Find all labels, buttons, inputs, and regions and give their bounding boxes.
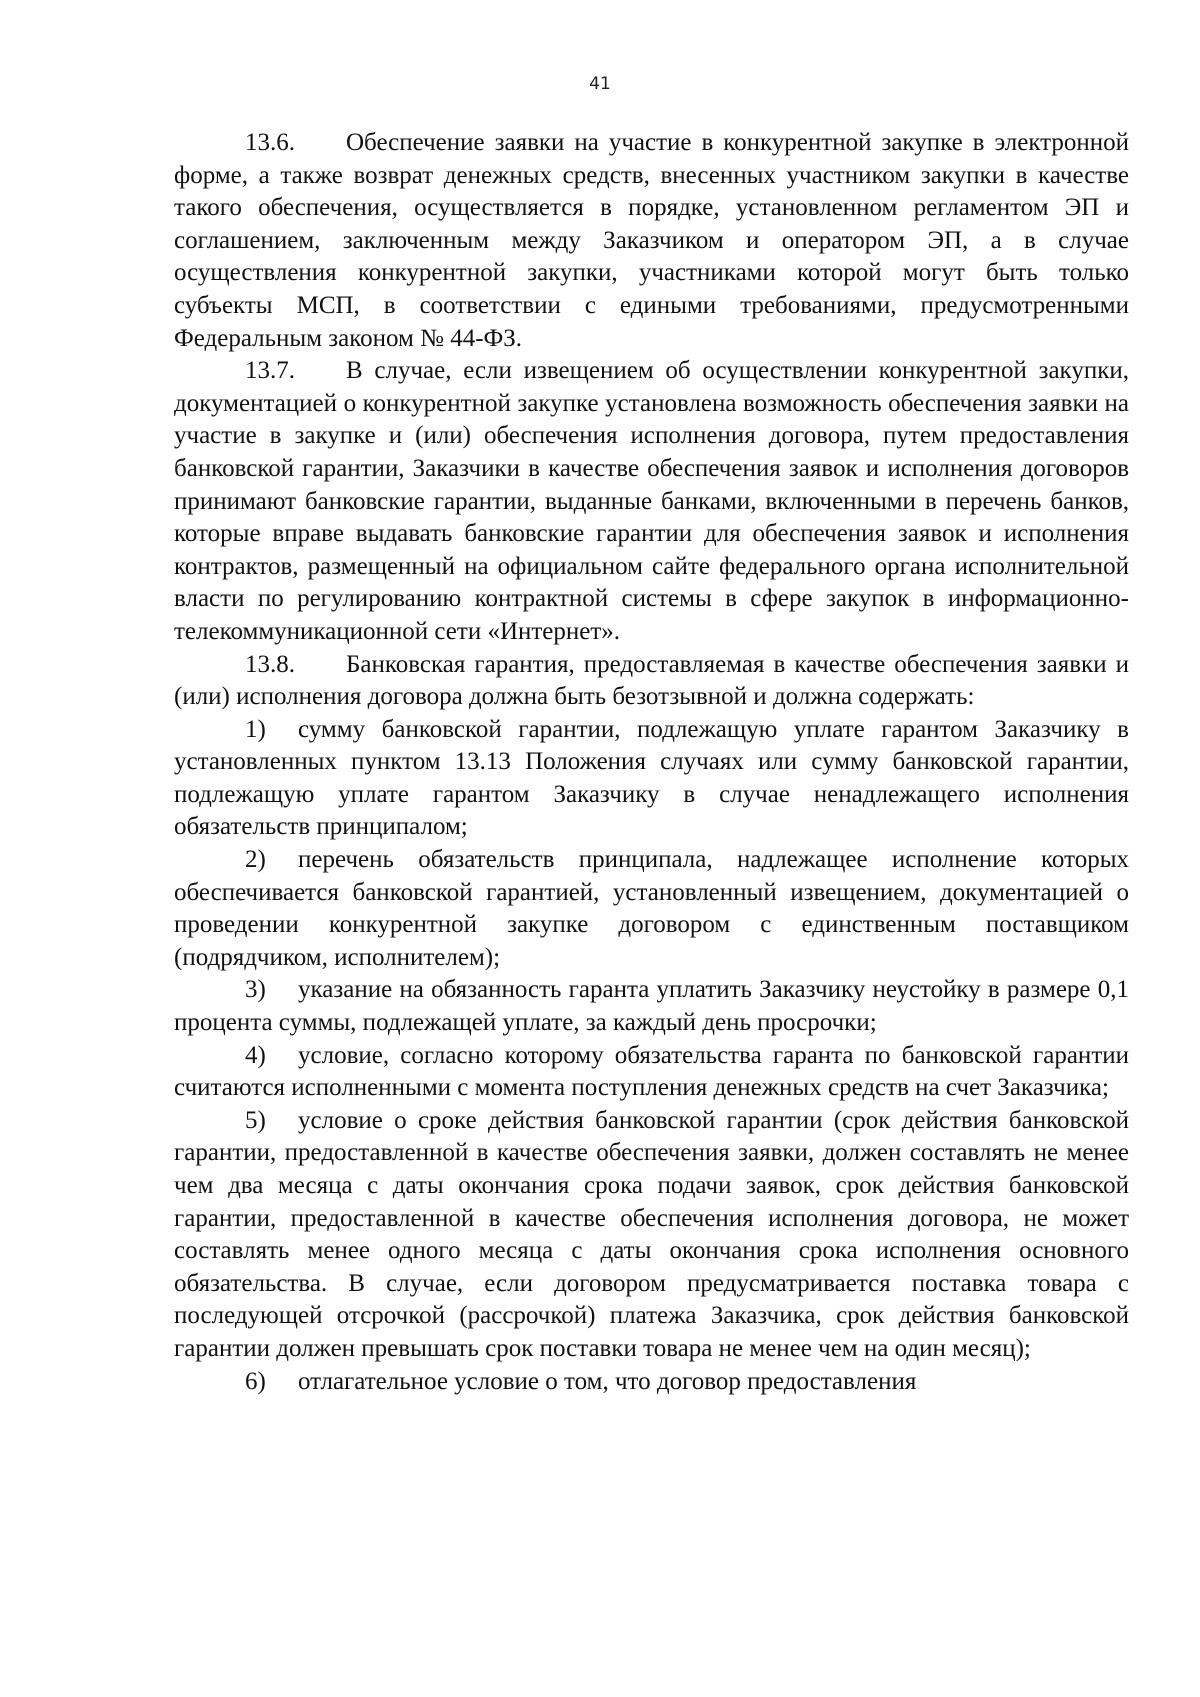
clause-text: Банковская гарантия, предоставляемая в качестве обеспечения заявки и (или) исполнения договора должна быть безотзывной и должна содержать: [174,650,1129,711]
list-item-4 [174,1040,1129,1105]
list-item-number: 2) [245,846,266,874]
clause-text: В случае, если извещением об осуществлении конкурентной закупки, документацией о конкурентной закупке установлена возможность обеспечения заявки на участие в закупке и (или) обеспечения исполнения договора, путем предоставления банковской гарантии, Заказчики в качестве обеспечения заявок и исполнения договоров принимают банковские гарантии, выданные банками, включенными в перечень банков, которые вправе выдавать банковские гарантии для обеспечения заявок и исполнения контрактов, размещенный на официальном сайте федерального органа исполнительной власти по регулированию контрактной системы в сфере закупок в информационно-телекоммуникационной сети «Интернет». [174,357,1129,645]
list-item-3 [174,974,1129,1039]
list-item-5 [174,1105,1129,1366]
list-item-number: 1) [245,715,266,743]
clause-number: 13.6. [245,129,295,156]
document-body [174,127,1129,1398]
list-item-2 [174,844,1129,974]
list-item-1 [174,714,1129,844]
list-item-text: условие о сроке действия банковской гарантии (срок действия банковской гарантии, предоставленной в качестве обеспечения заявки, должен составлять не менее чем два месяца с даты окончания срока подачи заявок, срок действия банковской гарантии, предоставленной в качестве обеспечения исполнения договора, не может составлять менее одного месяца с даты окончания срока исполнения основного обязательства. В случае, если договором предусматривается поставка товара с последующей отсрочкой (рассрочкой) платежа Заказчика, срок действия банковской гарантии должен превышать срок поставки товара не менее чем на один месяц); [174,1106,1129,1362]
page-number: 41 [589,74,611,94]
list-item-number: 5) [245,1106,266,1134]
list-item-text: условие, согласно которому обязательства гаранта по банковской гарантии считаются исполненными с момента поступления денежных средств на счет Заказчика; [174,1041,1129,1102]
list-item-text: сумму банковской гарантии, подлежащую уплате гарантом Заказчику в установленных пунктом 13.13 Положения случаях или сумму банковской гарантии, подлежащую уплате гарантом Заказчику в случае ненадлежащего исполнения обязательств принципалом; [174,715,1129,841]
list-item-text: отлагательное условие о том, что договор предоставления [298,1367,917,1395]
clause-13-8 [174,649,1129,714]
clause-number: 13.8. [245,650,295,678]
clause-13-7 [174,355,1129,648]
list-item-number: 4) [245,1041,266,1069]
clause-13-6 [174,127,1129,355]
list-item-number: 6) [245,1367,266,1395]
list-item-text: указание на обязанность гаранта уплатить Заказчику неустойку в размере 0,1 процента суммы, подлежащей уплате, за каждый день просрочки; [174,976,1129,1037]
clause-number: 13.7. [245,357,295,385]
list-item-6 [174,1366,1129,1399]
clause-text: Обеспечение заявки на участие в конкурентной закупке в электронной форме, а также возврат денежных средств, внесенных участником закупки в качестве такого обеспечения, осуществляется в порядке, установленном регламентом ЭП и соглашением, заключенным между Заказчиком и оператором ЭП, а в случае осуществления конкурентной закупки, участниками которой могут быть только субъекты МСП, в соответствии с едиными требованиями, предусмотренными Федеральным законом № 44-ФЗ. [174,129,1129,352]
list-item-text: перечень обязательств принципала, надлежащее исполнение которых обеспечивается банковской гарантией, установленный извещением, документацией о проведении конкурентной закупке договором с единственным поставщиком (подрядчиком, исполнителем); [174,846,1129,971]
list-item-number: 3) [245,976,266,1004]
